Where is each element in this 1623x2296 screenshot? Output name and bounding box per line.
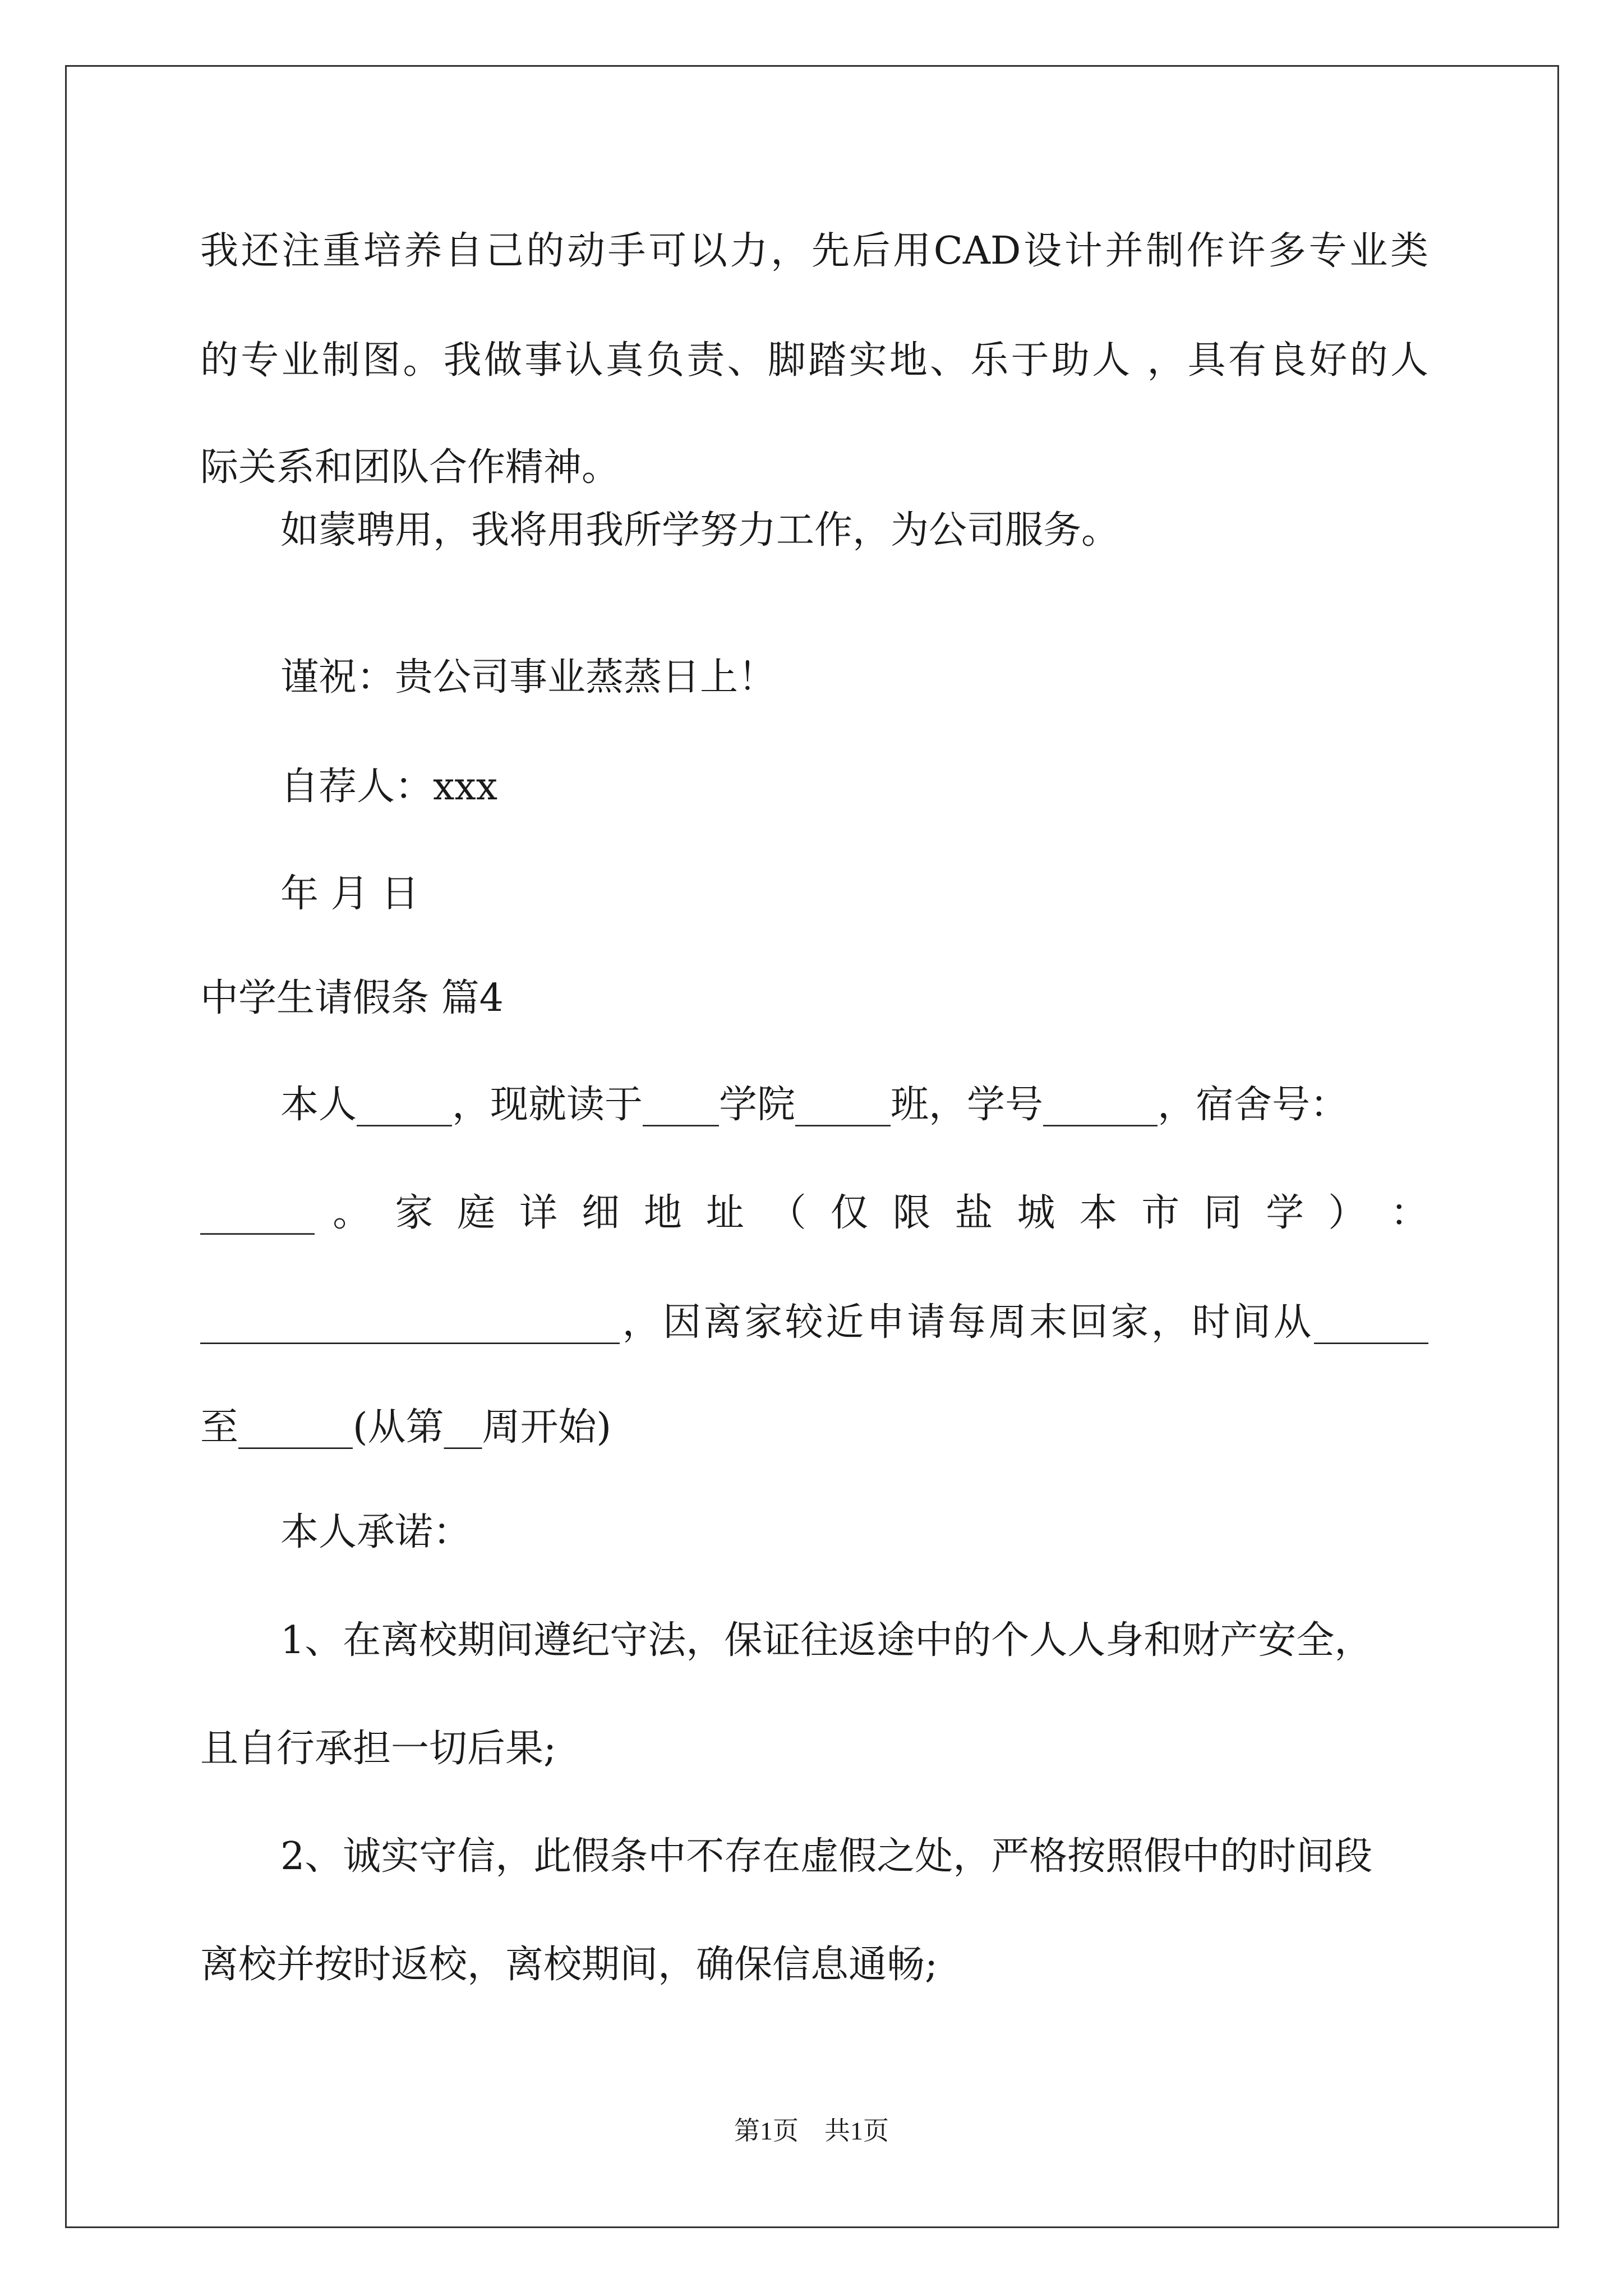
body-text-line: ______________________，因离家较近申请每周末回家，时间从______ — [200, 1300, 1428, 1345]
section-heading: 中学生请假条 篇4 — [200, 976, 504, 1020]
body-text-line: 年 月 日 — [280, 872, 419, 916]
body-text-line: 的专业制图。我做事认真负责、脚踏实地、乐于助人 ，具有良好的人 — [200, 338, 1428, 383]
body-text-line: 自荐人：xxx — [280, 765, 498, 809]
body-text-line: 离校并按时返校，离校期间，确保信息通畅; — [200, 1943, 938, 1987]
body-text-line: 至______(从第__周开始) — [200, 1405, 612, 1450]
body-text-line: 1、在离校期间遵纪守法，保证往返途中的个人人身和财产安全， — [280, 1618, 1373, 1663]
body-text-line: ______ 。 家 庭 详 细 地 址 （ 仅 限 盐 城 本 市 同 学 ） ： — [200, 1191, 1428, 1235]
body-text-line: 如蒙聘用，我将用我所学努力工作，为公司服务。 — [280, 508, 1120, 553]
body-text-line: 本人_____，现就读于____学院_____班，学号______，宿舍号： — [280, 1083, 1349, 1127]
page-footer: 第1页 共1页 — [734, 2116, 889, 2145]
body-text-line: 本人承诺： — [280, 1510, 472, 1554]
body-text-line: 谨祝：贵公司事业蒸蒸日上！ — [280, 655, 777, 700]
page-border — [65, 65, 1559, 2228]
body-text-line: 2、诚实守信，此假条中不存在虚假之处，严格按照假中的时间段 — [280, 1834, 1373, 1879]
body-text-line: 我还注重培养自己的动手可以力，先后用CAD设计并制作许多专业类 — [200, 229, 1428, 273]
body-text-line: 际关系和团队合作精神。 — [200, 445, 620, 490]
body-text-line: 且自行承担一切后果; — [200, 1727, 556, 1771]
